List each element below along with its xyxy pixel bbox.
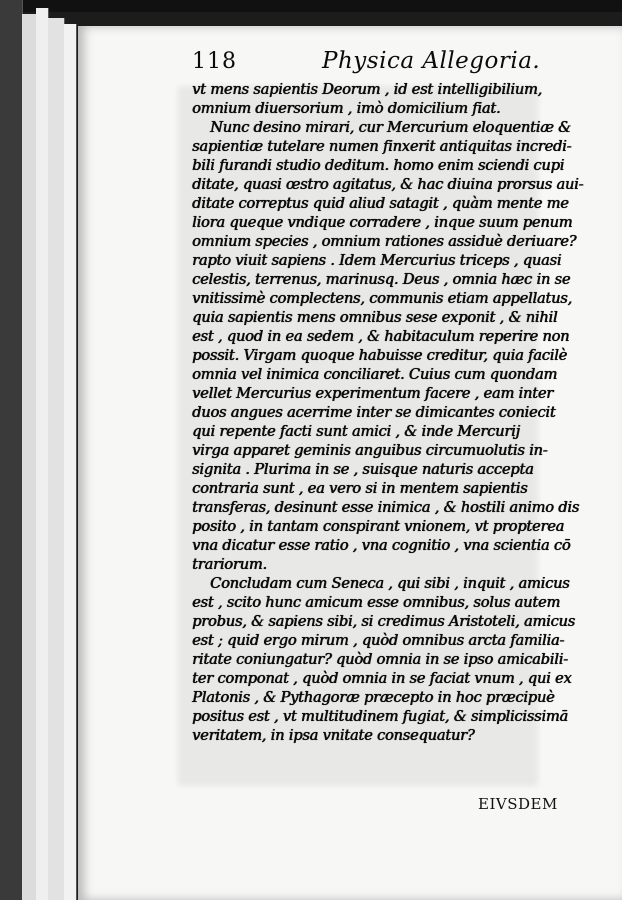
text-line: posito , in tantam conspirant vnionem, vt propterea bbox=[192, 518, 565, 535]
page-header bbox=[112, 48, 608, 80]
text-line: virga apparet geminis anguibus circumuolutis in- bbox=[192, 442, 548, 459]
text-line: veritatem, in ipsa vnitate consequatur? bbox=[192, 727, 475, 744]
text-line: Platonis , & Pythagoræ præcepto in hoc præcipuè bbox=[192, 689, 555, 706]
text-line: omnium species , omnium rationes assiduè deriuare? bbox=[192, 233, 577, 250]
text-line: vt mens sapientis Deorum , id est intelligibilium, bbox=[192, 81, 542, 98]
text-line: possit. Virgam quoque habuisse creditur, quia facilè bbox=[192, 347, 567, 364]
text-line: trariorum. bbox=[192, 556, 267, 573]
text-line: est , quod in ea sedem , & habitaculum reperire non bbox=[192, 328, 570, 345]
text-line: ditate correptus quid aliud satagit , quàm mente me bbox=[192, 195, 569, 212]
text-block bbox=[112, 48, 608, 745]
text-line: omnia vel inimica conciliaret. Cuius cum quondam bbox=[192, 366, 557, 383]
scan-top-border bbox=[0, 0, 622, 12]
book-edge bbox=[0, 0, 23, 900]
text-line: probus, & sapiens sibi, si credimus Aristoteli, amicus bbox=[192, 613, 575, 630]
text-line: vellet Mercurius experimentum facere , eam inter bbox=[192, 385, 553, 402]
text-line: contraria sunt , ea vero si in mentem sapientis bbox=[192, 480, 528, 497]
text-line: bili furandi studio deditum. homo enim sciendi cupi bbox=[192, 157, 565, 174]
text-line: liora queque vndique corradere , inque suum penum bbox=[192, 214, 573, 231]
text-line: celestis, terrenus, marinusq. Deus , omnia hæc in se bbox=[192, 271, 571, 288]
text-line: vnitissimè complectens, communis etiam appellatus, bbox=[192, 290, 572, 307]
text-line: ritate coniungatur? quòd omnia in se ipso amicabili- bbox=[192, 651, 568, 668]
text-line: rapto viuit sapiens . Idem Mercurius triceps , quasi bbox=[192, 252, 562, 269]
book-edge bbox=[48, 18, 65, 900]
book-edge bbox=[64, 24, 77, 900]
book-edge bbox=[22, 14, 37, 900]
text-line: sapientiæ tutelare numen finxerit antiquitas incredi- bbox=[192, 138, 572, 155]
text-line: qui repente facti sunt amici , & inde Mercurij bbox=[192, 423, 520, 440]
text-line: Nunc desino mirari, cur Mercurium eloquentiæ & bbox=[210, 119, 571, 136]
text-line: est , scito hunc amicum esse omnibus, solus autem bbox=[192, 594, 560, 611]
text-line: ditate, quasi œstro agitatus, & hac diuina prorsus aui- bbox=[192, 176, 584, 193]
running-title: Physica Allegoria. bbox=[322, 48, 541, 74]
page-number: 118 bbox=[192, 49, 237, 74]
text-line: omnium diuersorium , imò domicilium fiat. bbox=[192, 100, 501, 117]
text-line: duos angues acerrime inter se dimicantes coniecit bbox=[192, 404, 556, 421]
text-line: signita . Plurima in se , suisque naturis accepta bbox=[192, 461, 534, 478]
text-line: est ; quid ergo mirum , quòd omnibus arcta familia- bbox=[192, 632, 565, 649]
text-line: quia sapientis mens omnibus sese exponit , & nihil bbox=[192, 309, 558, 326]
text-line: Concludam cum Seneca , qui sibi , inquit , amicus bbox=[210, 575, 570, 592]
text-line: vna dicatur esse ratio , vna cognitio , vna scientia cō bbox=[192, 537, 571, 554]
text-line: ter componat , quòd omnia in se faciat vnum , qui ex bbox=[192, 670, 572, 687]
text-line: transferas, desinunt esse inimica , & hostili animo dis bbox=[192, 499, 580, 516]
text-line: positus est , vt multitudinem fugiat, & simplicissimā bbox=[192, 708, 568, 725]
body-text bbox=[112, 80, 608, 745]
catchword: EIVSDEM bbox=[478, 795, 558, 813]
